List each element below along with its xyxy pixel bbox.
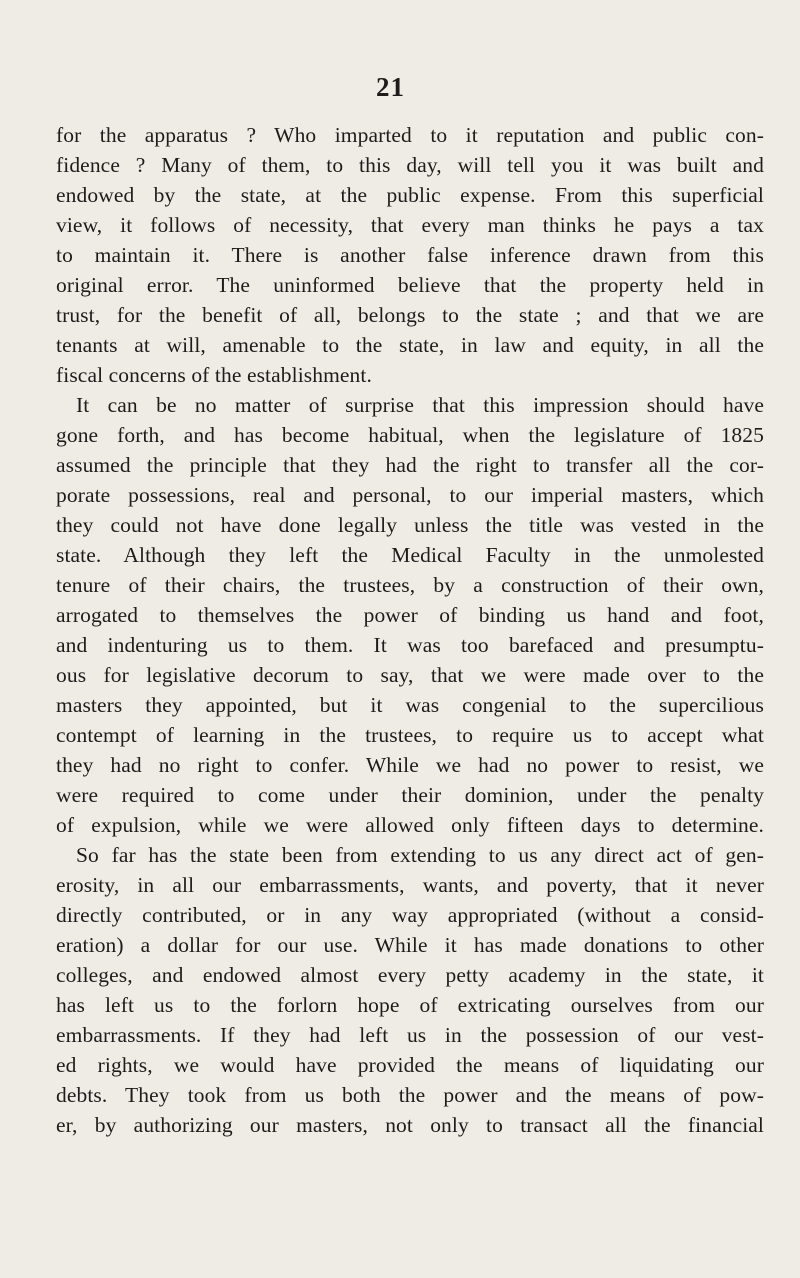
text-line: contempt of learning in the trustees, to require us to accept what xyxy=(56,723,764,747)
text-line: view, it follows of necessity, that every man thinks he pays a tax xyxy=(56,213,764,237)
text-line: assumed the principle that they had the right to transfer all the cor- xyxy=(56,453,764,477)
text-line: endowed by the state, at the public expense. From this superficial xyxy=(56,183,764,207)
text-line: they had no right to confer. While we had no power to resist, we xyxy=(56,753,764,777)
text-line: arrogated to themselves the power of binding us hand and foot, xyxy=(56,603,764,627)
text-line: masters they appointed, but it was congenial to the supercilious xyxy=(56,693,764,717)
text-line: to maintain it. There is another false inference drawn from this xyxy=(56,243,764,267)
text-line: ed rights, we would have provided the means of liquidating our xyxy=(56,1053,764,1077)
text-line: embarrassments. If they had left us in the possession of our vest- xyxy=(56,1023,764,1047)
text-line: trust, for the benefit of all, belongs to the state ; and that we are xyxy=(56,303,764,327)
text-line: tenure of their chairs, the trustees, by a construction of their own, xyxy=(56,573,764,597)
paragraph-end-line: fiscal concerns of the establishment. xyxy=(56,363,372,387)
text-line: for the apparatus ? Who imparted to it reputation and public con- xyxy=(56,123,764,147)
text-line: er, by authorizing our masters, not only to transact all the financial xyxy=(56,1113,764,1137)
text-line: colleges, and endowed almost every petty academy in the state, it xyxy=(56,963,764,987)
text-line: original error. The uninformed believe that the property held in xyxy=(56,273,764,297)
paragraph-start-line: It can be no matter of surprise that this impression should have xyxy=(76,393,764,417)
text-line: ous for legislative decorum to say, that we were made over to the xyxy=(56,663,764,687)
text-line: tenants at will, amenable to the state, in law and equity, in all the xyxy=(56,333,764,357)
text-line: and indenturing us to them. It was too barefaced and presumptu- xyxy=(56,633,764,657)
text-line: eration) a dollar for our use. While it has made donations to other xyxy=(56,933,764,957)
text-line: state. Although they left the Medical Faculty in the unmolested xyxy=(56,543,764,567)
text-line: porate possessions, real and personal, to our imperial masters, which xyxy=(56,483,764,507)
page-number: 21 xyxy=(376,72,405,102)
text-line: erosity, in all our embarrassments, wants, and poverty, that it never xyxy=(56,873,764,897)
text-line: debts. They took from us both the power and the means of pow- xyxy=(56,1083,764,1107)
text-line: directly contributed, or in any way appropriated (without a consid- xyxy=(56,903,764,927)
text-line: fidence ? Many of them, to this day, will tell you it was built and xyxy=(56,153,764,177)
body-text xyxy=(56,120,764,1140)
text-line: were required to come under their dominion, under the penalty xyxy=(56,783,764,807)
text-line: of expulsion, while we were allowed only fifteen days to determine. xyxy=(56,813,764,837)
text-line: has left us to the forlorn hope of extricating ourselves from our xyxy=(56,993,764,1017)
text-line: they could not have done legally unless the title was vested in the xyxy=(56,513,764,537)
text-line: gone forth, and has become habitual, when the legislature of 1825 xyxy=(56,423,764,447)
paragraph-start-line: So far has the state been from extending to us any direct act of gen- xyxy=(76,843,764,867)
